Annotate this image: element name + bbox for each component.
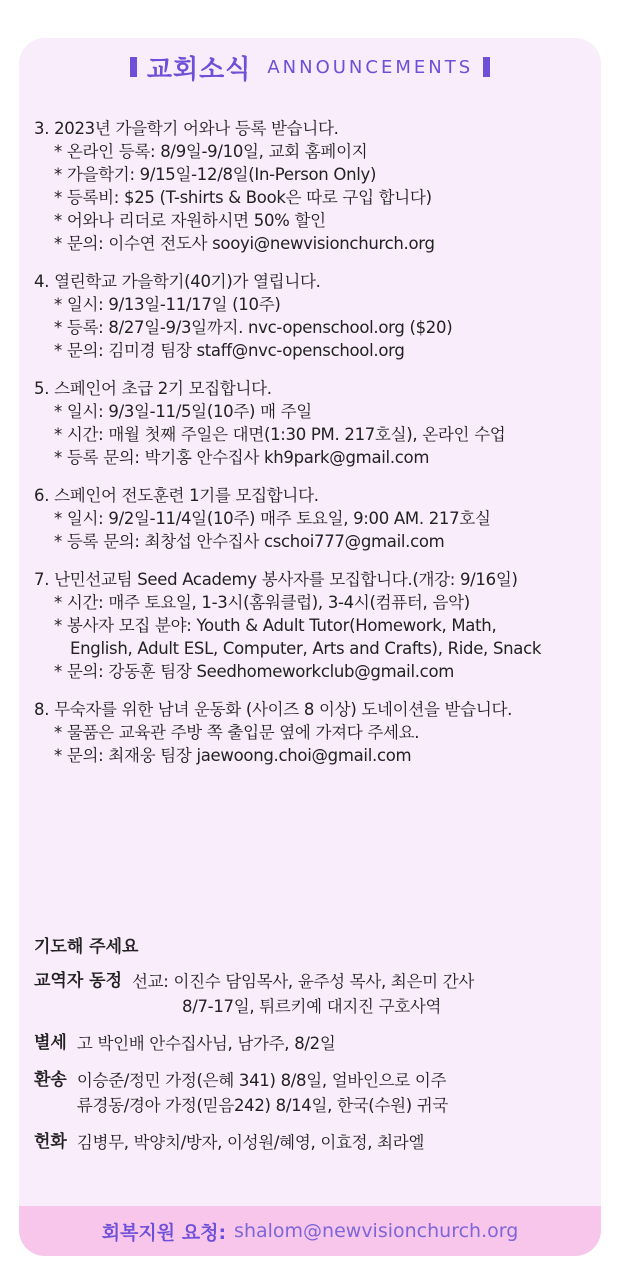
header-title-korean: 교회소식 — [146, 54, 252, 85]
prayer-line: 고 박인배 안수집사님, 남가주, 8/2일 — [76, 1034, 336, 1053]
announcement-item-3 — [34, 117, 600, 255]
announcement-item-5 — [34, 377, 600, 469]
announcement-title: 5. 스페인어 초급 2기 모집합니다. — [34, 379, 272, 398]
announcement-line: * 등록 문의: 박기홍 안수집사 kh9park@gmail.com — [54, 448, 430, 467]
prayer-lines — [77, 1068, 448, 1118]
announcement-line: * 문의: 이수연 전도사 sooyi@newvisionchurch.org — [54, 234, 435, 253]
announcement-item-6 — [34, 484, 600, 553]
header-title-english: ANNOUNCEMENTS — [267, 56, 474, 78]
prayer-label: 헌화 — [34, 1132, 67, 1152]
announcement-line-continued: English, Adult ESL, Computer, Arts and Crafts), Ride, Snack — [70, 639, 542, 658]
prayer-label: 별세 — [34, 1033, 67, 1053]
announcement-line: * 시간: 매주 토요일, 1-3시(홈워클럽), 3-4시(컴퓨터, 음악) — [54, 593, 470, 612]
announcement-line: * 온라인 등록: 8/9일-9/10일, 교회 홈페이지 — [54, 142, 368, 161]
announcement-item-8 — [34, 698, 600, 767]
prayer-line: 이승준/정민 가정(은혜 341) 8/8일, 얼바인으로 이주 — [76, 1071, 447, 1090]
prayer-line: 선교: 이진수 담임목사, 윤주성 목사, 최은미 간사 — [132, 972, 474, 991]
announcement-card — [19, 38, 601, 1256]
prayer-row-passing — [34, 1031, 600, 1056]
announcement-line: * 등록 문의: 최창섭 안수집사 cschoi777@gmail.com — [54, 532, 445, 551]
prayer-lines — [77, 1130, 424, 1155]
footer-label: 회복지원 요청: — [101, 1221, 227, 1244]
announcement-line: * 문의: 강동훈 팀장 Seedhomeworkclub@gmail.com — [54, 662, 455, 681]
announcement-item-7 — [34, 568, 600, 683]
announcement-line: * 등록비: $25 (T-shirts & Book은 따로 구입 합니다) — [54, 188, 432, 207]
announcement-line: * 시간: 매월 첫째 주일은 대면(1:30 PM. 217호실), 온라인 수업 — [54, 425, 506, 444]
announcement-line: * 일시: 9/2일-11/4일(10주) 매주 토요일, 9:00 AM. 217호실 — [54, 509, 491, 528]
footer-banner — [19, 1206, 601, 1256]
prayer-lines — [77, 1031, 336, 1056]
announcement-line: * 가을학기: 9/15일-12/8일(In-Person Only) — [54, 165, 377, 184]
prayer-line: 류경동/경아 가정(믿음242) 8/14일, 한국(수원) 귀국 — [76, 1096, 449, 1115]
announcement-title: 4. 열린학교 가을학기(40기)가 열립니다. — [34, 272, 321, 291]
header-bar-left — [130, 57, 137, 77]
announcement-line: * 어와나 리더로 자원하시면 50% 할인 — [54, 211, 326, 230]
prayer-row-donation — [34, 1130, 600, 1155]
announcement-list — [34, 117, 600, 782]
prayer-section — [34, 935, 600, 1167]
announcement-line: * 봉사자 모집 분야: Youth & Adult Tutor(Homework, Math, — [54, 616, 497, 635]
header-bar-right — [483, 57, 490, 77]
announcement-item-4 — [34, 270, 600, 362]
prayer-row-farewell — [34, 1068, 600, 1118]
footer-email-link[interactable]: shalom@newvisionchurch.org — [234, 1220, 519, 1242]
prayer-line: 김병무, 박양치/방자, 이성원/혜영, 이효정, 최라엘 — [76, 1133, 425, 1152]
prayer-label: 환송 — [34, 1070, 67, 1090]
prayer-lines — [132, 969, 474, 1019]
announcement-title: 8. 무숙자를 위한 남녀 운동화 (사이즈 8 이상) 도네이션을 받습니다. — [34, 700, 513, 719]
announcement-line: * 일시: 9/3일-11/5일(10주) 매 주일 — [54, 402, 312, 421]
prayer-row-pastor — [34, 969, 600, 1019]
announcement-line: * 등록: 8/27일-9/3일까지. nvc-openschool.org ($20) — [54, 318, 453, 337]
section-header — [19, 46, 601, 88]
announcement-title: 6. 스페인어 전도훈련 1기를 모집합니다. — [34, 486, 319, 505]
prayer-label: 교역자 동정 — [34, 971, 123, 991]
announcement-title: 7. 난민선교팀 Seed Academy 봉사자를 모집합니다.(개강: 9/16일) — [34, 570, 518, 589]
announcement-line: * 물품은 교육관 주방 쪽 출입문 옆에 가져다 주세요. — [54, 723, 420, 742]
announcement-line: * 문의: 김미경 팀장 staff@nvc-openschool.org — [54, 341, 405, 360]
announcement-line: * 일시: 9/13일-11/17일 (10주) — [54, 295, 281, 314]
prayer-title: 기도해 주세요 — [34, 937, 139, 957]
announcement-line: * 문의: 최재웅 팀장 jaewoong.choi@gmail.com — [54, 746, 412, 765]
announcement-title: 3. 2023년 가을학기 어와나 등록 받습니다. — [34, 119, 339, 138]
prayer-line: 8/7-17일, 튀르키예 대지진 구호사역 — [182, 997, 442, 1016]
